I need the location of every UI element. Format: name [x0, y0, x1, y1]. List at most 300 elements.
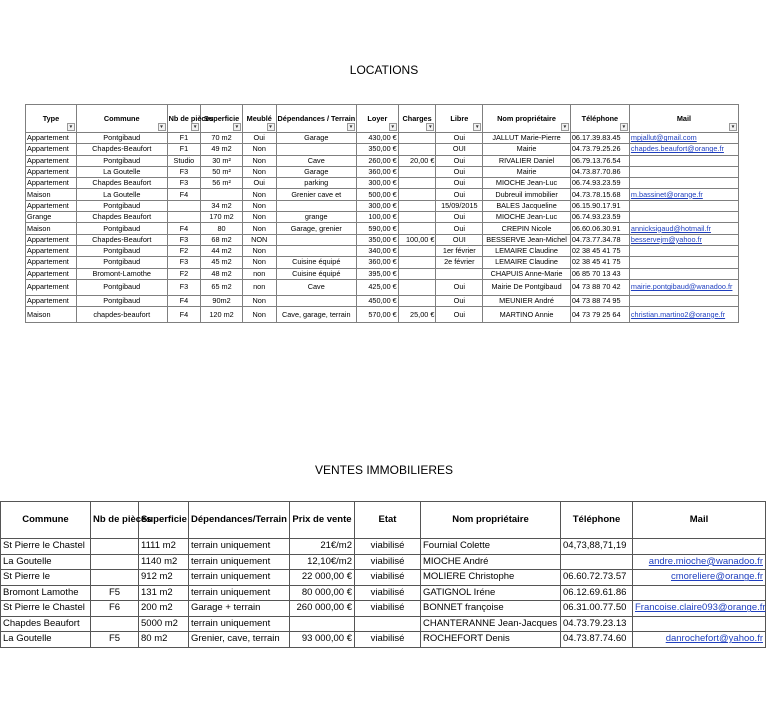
table-cell: Maison	[26, 223, 77, 234]
table-cell: Fournial Colette	[421, 539, 561, 555]
mail-link[interactable]: Francoise.claire093@orange.fr	[633, 601, 766, 617]
table-cell: Grange	[26, 212, 77, 223]
table-cell	[633, 616, 766, 632]
mail-link[interactable]: chapdes.beaufort@orange.fr	[629, 144, 738, 155]
filter-dropdown-icon[interactable]: ▾	[473, 123, 481, 131]
locations-column-header	[356, 105, 398, 133]
table-cell	[398, 268, 436, 279]
table-cell: Chapdes Beaufort	[76, 178, 167, 189]
table-cell: F2	[167, 245, 201, 256]
filter-dropdown-icon[interactable]: ▾	[67, 123, 75, 131]
table-cell: 300,00 €	[356, 178, 398, 189]
table-cell: 06.74.93.23.59	[570, 178, 629, 189]
table-cell: F3	[167, 279, 201, 295]
table-cell: 04.73.78.15.68	[570, 189, 629, 200]
table-cell: terrain uniquement	[189, 539, 290, 555]
table-cell: Chapdes-Beaufort	[76, 234, 167, 245]
table-cell: 22 000,00 €	[290, 570, 355, 586]
table-cell	[629, 178, 738, 189]
mail-link[interactable]: cmoreliere@orange.fr	[633, 570, 766, 586]
column-header-label: Charges	[402, 114, 432, 123]
table-cell: Cuisine équipé	[276, 257, 356, 268]
table-cell: CREPIN Nicole	[483, 223, 571, 234]
table-cell: 04.73.79.25.26	[570, 144, 629, 155]
table-cell: 34 m2	[201, 200, 243, 211]
table-cell	[633, 539, 766, 555]
locations-column-header	[26, 105, 77, 133]
table-cell: non	[242, 268, 276, 279]
table-cell: 500,00 €	[356, 189, 398, 200]
table-cell	[398, 295, 436, 306]
table-cell	[629, 257, 738, 268]
table-cell: Oui	[436, 279, 483, 295]
table-cell: F3	[167, 178, 201, 189]
locations-column-header	[483, 105, 571, 133]
table-cell: Oui	[436, 307, 483, 323]
table-cell: 395,00 €	[356, 268, 398, 279]
table-cell: St Pierre le Chastel	[1, 601, 91, 617]
table-cell	[398, 178, 436, 189]
table-cell: La Goutelle	[76, 189, 167, 200]
table-cell: St Pierre le Chastel	[1, 539, 91, 555]
table-cell: grange	[276, 212, 356, 223]
table-cell: parking	[276, 178, 356, 189]
table-cell	[91, 539, 139, 555]
table-cell: Garage + terrain	[189, 601, 290, 617]
table-cell: MIOCHE Jean-Luc	[483, 212, 571, 223]
table-cell: Non	[242, 166, 276, 177]
table-cell: viabilisé	[355, 570, 421, 586]
locations-column-header	[76, 105, 167, 133]
table-cell: GATIGNOL Iréne	[421, 585, 561, 601]
table-cell: Non	[242, 155, 276, 166]
table-cell: 200 m2	[139, 601, 189, 617]
table-cell: 170 m2	[201, 212, 243, 223]
table-cell: 80 000,00 €	[290, 585, 355, 601]
table-cell: 44 m2	[201, 245, 243, 256]
table-cell: 02 38 45 41 75	[570, 245, 629, 256]
table-cell: Grenier, cave, terrain	[189, 632, 290, 648]
locations-table	[25, 104, 739, 323]
table-cell: 06.79.13.76.54	[570, 155, 629, 166]
table-cell	[201, 189, 243, 200]
filter-dropdown-icon[interactable]: ▾	[191, 123, 199, 131]
table-cell: 45 m2	[201, 257, 243, 268]
locations-column-header	[276, 105, 356, 133]
ventes-table	[0, 501, 766, 648]
table-cell: Non	[242, 307, 276, 323]
table-cell: 1140 m2	[139, 554, 189, 570]
table-cell: 04.73.79.23.13	[561, 616, 633, 632]
table-cell	[276, 295, 356, 306]
filter-dropdown-icon[interactable]: ▾	[561, 123, 569, 131]
table-cell: MIOCHE André	[421, 554, 561, 570]
mail-link[interactable]: mpjallut@gmail.com	[629, 133, 738, 144]
table-cell: non	[242, 279, 276, 295]
filter-dropdown-icon[interactable]: ▾	[426, 123, 434, 131]
table-cell: OUI	[436, 234, 483, 245]
table-row	[26, 166, 739, 177]
table-cell	[629, 295, 738, 306]
mail-link[interactable]: danrochefort@yahoo.fr	[633, 632, 766, 648]
table-cell: 50 m²	[201, 166, 243, 177]
table-cell: Appartement	[26, 279, 77, 295]
ventes-header-row	[1, 502, 766, 539]
table-cell: F4	[167, 223, 201, 234]
table-cell: 912 m2	[139, 570, 189, 586]
table-row	[1, 601, 766, 617]
table-cell: terrain uniquement	[189, 554, 290, 570]
locations-title: LOCATIONS	[349, 63, 419, 77]
ventes-column-header: Téléphone	[561, 502, 633, 539]
table-cell: Oui	[436, 189, 483, 200]
table-cell	[629, 155, 738, 166]
table-cell: Non	[242, 144, 276, 155]
table-cell	[276, 245, 356, 256]
table-cell	[436, 268, 483, 279]
ventes-body	[1, 539, 766, 648]
column-header-label: Mail	[676, 114, 692, 123]
table-cell: CHANTERANNE Jean-Jacques	[421, 616, 561, 632]
table-cell: Mairie De Pontgibaud	[483, 279, 571, 295]
locations-header-row	[26, 105, 739, 133]
table-cell	[398, 189, 436, 200]
table-cell	[398, 133, 436, 144]
table-cell: chapdes-beaufort	[76, 307, 167, 323]
table-cell: F4	[167, 295, 201, 306]
table-cell: Appartement	[26, 234, 77, 245]
mail-link[interactable]: andre.mioche@wanadoo.fr	[633, 554, 766, 570]
table-cell: 80 m2	[139, 632, 189, 648]
table-cell: 5000 m2	[139, 616, 189, 632]
table-cell: Pontgibaud	[76, 295, 167, 306]
table-cell: 260 000,00 €	[290, 601, 355, 617]
column-header-label: Téléphone	[581, 114, 619, 123]
table-row	[1, 616, 766, 632]
table-cell: F6	[91, 601, 139, 617]
table-cell	[633, 585, 766, 601]
table-cell: 06.60.06.30.91	[570, 223, 629, 234]
mail-link[interactable]: m.bassinet@orange.fr	[629, 189, 738, 200]
table-cell	[167, 212, 201, 223]
table-cell: ROCHEFORT Denis	[421, 632, 561, 648]
table-row	[1, 585, 766, 601]
table-cell: La Goutelle	[1, 632, 91, 648]
column-header-label: Nb de pièces	[168, 114, 214, 123]
table-cell: F2	[167, 268, 201, 279]
table-cell: terrain uniquement	[189, 585, 290, 601]
table-cell: LEMAIRE Claudine	[483, 245, 571, 256]
table-cell: BONNET françoise	[421, 601, 561, 617]
table-row	[1, 632, 766, 648]
table-cell: Non	[242, 189, 276, 200]
table-cell: 100,00 €	[356, 212, 398, 223]
table-cell: F3	[167, 257, 201, 268]
table-cell: Oui	[436, 178, 483, 189]
table-cell: Oui	[436, 133, 483, 144]
table-cell	[629, 268, 738, 279]
table-row	[26, 307, 739, 323]
table-cell	[398, 144, 436, 155]
table-cell: Garage	[276, 133, 356, 144]
locations-body	[26, 133, 739, 323]
table-cell	[91, 616, 139, 632]
table-cell: Cave	[276, 279, 356, 295]
table-cell: Appartement	[26, 144, 77, 155]
table-cell: Appartement	[26, 178, 77, 189]
table-cell: F4	[167, 307, 201, 323]
table-cell: 49 m2	[201, 144, 243, 155]
table-cell: Mairie	[483, 144, 571, 155]
table-cell: Pontgibaud	[76, 133, 167, 144]
table-row	[26, 245, 739, 256]
table-cell: Appartement	[26, 268, 77, 279]
table-cell: 04 73 79 25 64	[570, 307, 629, 323]
table-cell: 90m2	[201, 295, 243, 306]
table-cell: 430,00 €	[356, 133, 398, 144]
table-cell: F3	[167, 166, 201, 177]
table-cell	[629, 200, 738, 211]
column-header-label: Meublé	[246, 114, 272, 123]
table-cell	[629, 212, 738, 223]
table-row	[26, 155, 739, 166]
table-cell: 450,00 €	[356, 295, 398, 306]
table-cell: Non	[242, 223, 276, 234]
table-cell: Appartement	[26, 200, 77, 211]
table-cell: 100,00 €	[398, 234, 436, 245]
ventes-column-header: Nb de pièces	[91, 502, 139, 539]
column-header-label: Loyer	[367, 114, 388, 123]
table-row	[26, 223, 739, 234]
table-cell: Chapdes-Beaufort	[76, 144, 167, 155]
mail-link[interactable]: mairie.pontgibaud@wanadoo.fr	[629, 279, 738, 295]
table-cell: 04.73.77.34.78	[570, 234, 629, 245]
table-cell: Non	[242, 257, 276, 268]
table-cell	[398, 200, 436, 211]
table-cell	[398, 212, 436, 223]
table-row	[26, 144, 739, 155]
table-cell: Oui	[242, 133, 276, 144]
table-cell: 06.31.00.77.50	[561, 601, 633, 617]
table-cell	[398, 257, 436, 268]
table-cell: 93 000,00 €	[290, 632, 355, 648]
table-cell: 04 73 88 70 42	[570, 279, 629, 295]
table-cell	[629, 245, 738, 256]
table-cell: 25,00 €	[398, 307, 436, 323]
table-cell: 48 m2	[201, 268, 243, 279]
table-row	[26, 295, 739, 306]
table-cell: 04.73.87.74.60	[561, 632, 633, 648]
ventes-title: VENTES IMMOBILIERES	[314, 463, 454, 477]
table-cell: OUI	[436, 144, 483, 155]
filter-dropdown-icon[interactable]: ▾	[267, 123, 275, 131]
table-row	[1, 554, 766, 570]
table-cell	[276, 144, 356, 155]
filter-dropdown-icon[interactable]: ▾	[729, 123, 737, 131]
column-header-label: Dépendances / Terrain	[277, 114, 356, 123]
filter-dropdown-icon[interactable]: ▾	[347, 123, 355, 131]
table-cell: Cave, garage, terrain	[276, 307, 356, 323]
table-cell: 360,00 €	[356, 257, 398, 268]
table-cell: 70 m2	[201, 133, 243, 144]
table-cell: Studio	[167, 155, 201, 166]
table-cell: LEMAIRE Claudine	[483, 257, 571, 268]
table-cell: 1111 m2	[139, 539, 189, 555]
table-cell: 06.74.93.23.59	[570, 212, 629, 223]
mail-link[interactable]: christian.martino2@orange.fr	[629, 307, 738, 323]
table-cell	[561, 554, 633, 570]
table-cell: Oui	[436, 212, 483, 223]
table-cell: Garage	[276, 166, 356, 177]
table-cell: 06.60.72.73.57	[561, 570, 633, 586]
table-cell: Oui	[436, 295, 483, 306]
table-cell: Non	[242, 200, 276, 211]
table-cell	[290, 616, 355, 632]
table-cell: Maison	[26, 189, 77, 200]
table-cell	[276, 200, 356, 211]
table-cell: Non	[242, 295, 276, 306]
table-cell	[398, 279, 436, 295]
column-header-label: Superficie	[203, 114, 240, 123]
table-cell: 02 38 45 41 75	[570, 257, 629, 268]
table-row	[26, 268, 739, 279]
table-cell: 65 m2	[201, 279, 243, 295]
table-cell	[91, 570, 139, 586]
column-header-label: Nom propriétaire	[497, 114, 556, 123]
table-cell: Grenier cave et	[276, 189, 356, 200]
table-cell: viabilisé	[355, 554, 421, 570]
ventes-column-header: Mail	[633, 502, 766, 539]
locations-column-header	[242, 105, 276, 133]
table-cell: Chapdes Beaufort	[1, 616, 91, 632]
table-cell	[276, 234, 356, 245]
filter-dropdown-icon[interactable]: ▾	[158, 123, 166, 131]
table-cell: BESSERVE Jean-Michel	[483, 234, 571, 245]
table-row	[26, 189, 739, 200]
filter-dropdown-icon[interactable]: ▾	[233, 123, 241, 131]
table-cell: Pontgibaud	[76, 279, 167, 295]
table-cell: Appartement	[26, 133, 77, 144]
table-row	[26, 178, 739, 189]
table-cell: viabilisé	[355, 585, 421, 601]
table-cell: 570,00 €	[356, 307, 398, 323]
locations-column-header	[629, 105, 738, 133]
ventes-column-header: Superficie	[139, 502, 189, 539]
table-cell	[167, 200, 201, 211]
table-cell: Mairie	[483, 166, 571, 177]
table-cell: Bromont-Lamothe	[76, 268, 167, 279]
table-cell: MEUNIER André	[483, 295, 571, 306]
table-cell: 340,00 €	[356, 245, 398, 256]
filter-dropdown-icon[interactable]: ▾	[389, 123, 397, 131]
table-cell: Chapdes Beaufort	[76, 212, 167, 223]
table-cell: F5	[91, 632, 139, 648]
table-cell: 06 85 70 13 43	[570, 268, 629, 279]
locations-column-header	[398, 105, 436, 133]
table-cell: Garage, grenier	[276, 223, 356, 234]
table-cell: viabilisé	[355, 632, 421, 648]
table-cell	[355, 616, 421, 632]
ventes-column-header: Nom propriétaire	[421, 502, 561, 539]
table-cell: 120 m2	[201, 307, 243, 323]
table-cell: Oui	[436, 223, 483, 234]
table-cell: F1	[167, 144, 201, 155]
table-cell: RIVALIER Daniel	[483, 155, 571, 166]
table-cell: F1	[167, 133, 201, 144]
table-cell	[398, 166, 436, 177]
table-cell: NON	[242, 234, 276, 245]
table-cell: La Goutelle	[76, 166, 167, 177]
table-cell: BALES Jacqueline	[483, 200, 571, 211]
table-cell: Appartement	[26, 295, 77, 306]
locations-column-header	[436, 105, 483, 133]
table-row	[26, 279, 739, 295]
filter-dropdown-icon[interactable]: ▾	[620, 123, 628, 131]
table-cell: 56 m²	[201, 178, 243, 189]
locations-column-header	[201, 105, 243, 133]
table-cell: 21€/m2	[290, 539, 355, 555]
mail-link[interactable]: besservejm@yahoo.fr	[629, 234, 738, 245]
table-cell: Pontgibaud	[76, 200, 167, 211]
table-cell: MOLIERE Christophe	[421, 570, 561, 586]
table-cell: 04,73,88,71,19	[561, 539, 633, 555]
mail-link[interactable]: annicksigaud@hotmail.fr	[629, 223, 738, 234]
table-cell: 20,00 €	[398, 155, 436, 166]
table-cell: F4	[167, 189, 201, 200]
table-cell: JALLUT Marie-Pierre	[483, 133, 571, 144]
table-cell: 04 73 88 74 95	[570, 295, 629, 306]
table-cell	[398, 245, 436, 256]
table-cell: terrain uniquement	[189, 570, 290, 586]
table-cell: F3	[167, 234, 201, 245]
table-cell: 12,10€/m2	[290, 554, 355, 570]
column-header-label: Libre	[450, 114, 469, 123]
ventes-column-header: Commune	[1, 502, 91, 539]
ventes-column-header: Dépendances/Terrain	[189, 502, 290, 539]
table-cell: Appartement	[26, 257, 77, 268]
table-cell: viabilisé	[355, 539, 421, 555]
table-cell: St Pierre le	[1, 570, 91, 586]
table-cell: La Goutelle	[1, 554, 91, 570]
table-cell: Pontgibaud	[76, 223, 167, 234]
table-cell: Oui	[436, 166, 483, 177]
table-cell: Pontgibaud	[76, 245, 167, 256]
table-cell: Oui	[436, 155, 483, 166]
locations-column-header	[570, 105, 629, 133]
table-cell: Non	[242, 245, 276, 256]
table-row	[26, 234, 739, 245]
table-cell: 350,00 €	[356, 234, 398, 245]
table-cell: 2e février	[436, 257, 483, 268]
table-cell: Non	[242, 212, 276, 223]
table-cell: Appartement	[26, 166, 77, 177]
table-cell: 350,00 €	[356, 144, 398, 155]
table-cell: viabilisé	[355, 601, 421, 617]
table-cell: Cuisine équipé	[276, 268, 356, 279]
table-cell: 131 m2	[139, 585, 189, 601]
ventes-column-header: Prix de vente	[290, 502, 355, 539]
table-cell: Pontgibaud	[76, 155, 167, 166]
table-cell: CHAPUIS Anne-Marie	[483, 268, 571, 279]
table-cell: MIOCHE Jean-Luc	[483, 178, 571, 189]
table-cell: Pontgibaud	[76, 257, 167, 268]
table-cell: 80	[201, 223, 243, 234]
table-cell: 06.17.39.83.45	[570, 133, 629, 144]
table-row	[1, 539, 766, 555]
table-cell: MARTINO Annie	[483, 307, 571, 323]
table-cell: 590,00 €	[356, 223, 398, 234]
table-cell: Oui	[242, 178, 276, 189]
